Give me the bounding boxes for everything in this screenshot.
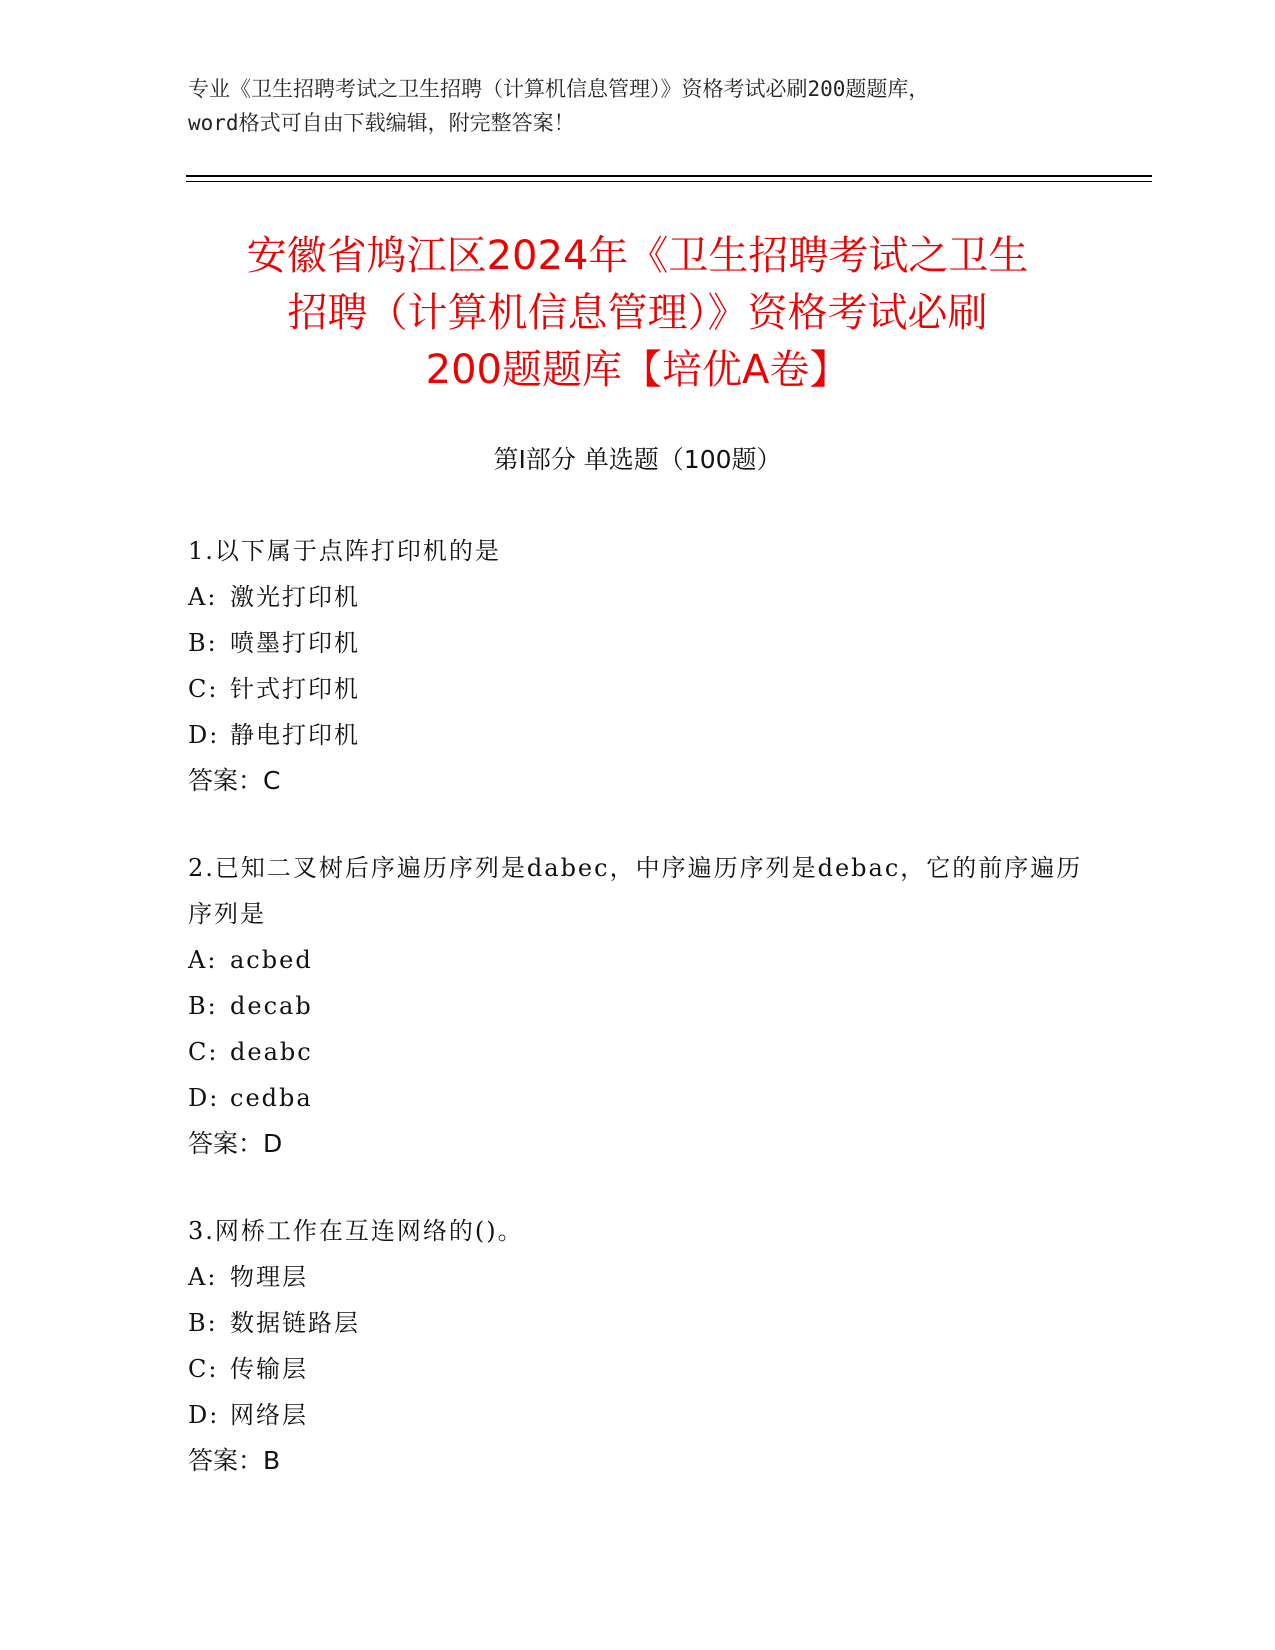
option-key: A: [188,946,218,974]
option-d [188,1392,1088,1438]
option-c [188,1346,1088,1392]
header-note-line-2: word格式可自由下载编辑，附完整答案！ [188,111,575,135]
option-key: B: [188,992,218,1020]
option-b [188,983,1088,1029]
answer-line: 答案：B [188,1446,281,1475]
title-line-3: 200题题库【培优A卷】 [425,347,850,393]
header-divider-thick [186,175,1152,177]
option-text: 激光打印机 [230,583,360,611]
option-d [188,1075,1088,1121]
question-1 [188,528,1088,804]
option-key: B: [188,1309,218,1337]
option-key: C: [188,1355,219,1383]
header-note-line-1: 专业《卫生招聘考试之卫生招聘（计算机信息管理）》资格考试必刷200题题库， [188,77,930,101]
option-key: C: [188,675,219,703]
option-c [188,666,1088,712]
option-b [188,620,1088,666]
question-list [188,528,1088,1525]
answer-line: 答案：C [188,766,281,795]
option-key: B: [188,629,218,657]
option-key: D: [188,1401,220,1429]
option-a [188,937,1088,983]
option-a [188,1254,1088,1300]
question-stem: 2.已知二叉树后序遍历序列是dabec，中序遍历序列是debac，它的前序遍历序列是 [188,854,1083,928]
option-text: acbed [230,946,313,974]
option-key: A: [188,583,218,611]
option-text: cedba [230,1084,313,1112]
option-text: 网络层 [230,1401,308,1429]
option-text: 传输层 [230,1355,308,1383]
option-a [188,574,1088,620]
option-b [188,1300,1088,1346]
question-3 [188,1208,1088,1484]
section-heading: 第Ⅰ部分 单选题（100题） [493,445,782,474]
option-text: 物理层 [230,1263,308,1291]
question-2 [188,845,1088,1167]
option-text: decab [230,992,313,1020]
option-key: D: [188,721,220,749]
option-text: deabc [230,1038,313,1066]
title-line-2: 招聘（计算机信息管理）》资格考试必刷 [287,290,988,336]
option-key: A: [188,1263,218,1291]
title-line-1: 安徽省鸠江区2024年《卫生招聘考试之卫生 [246,233,1029,279]
question-stem: 1.以下属于点阵打印机的是 [188,537,501,565]
option-c [188,1029,1088,1075]
option-d [188,712,1088,758]
answer-line: 答案：D [188,1129,283,1158]
option-text: 针式打印机 [230,675,360,703]
question-stem: 3.网桥工作在互连网络的()。 [188,1217,524,1245]
document-title [150,228,1125,399]
option-text: 数据链路层 [230,1309,360,1337]
header-note [188,72,1088,140]
option-text: 喷墨打印机 [230,629,360,657]
option-key: D: [188,1084,220,1112]
header-divider-thin [186,181,1152,182]
option-text: 静电打印机 [230,721,360,749]
option-key: C: [188,1038,219,1066]
